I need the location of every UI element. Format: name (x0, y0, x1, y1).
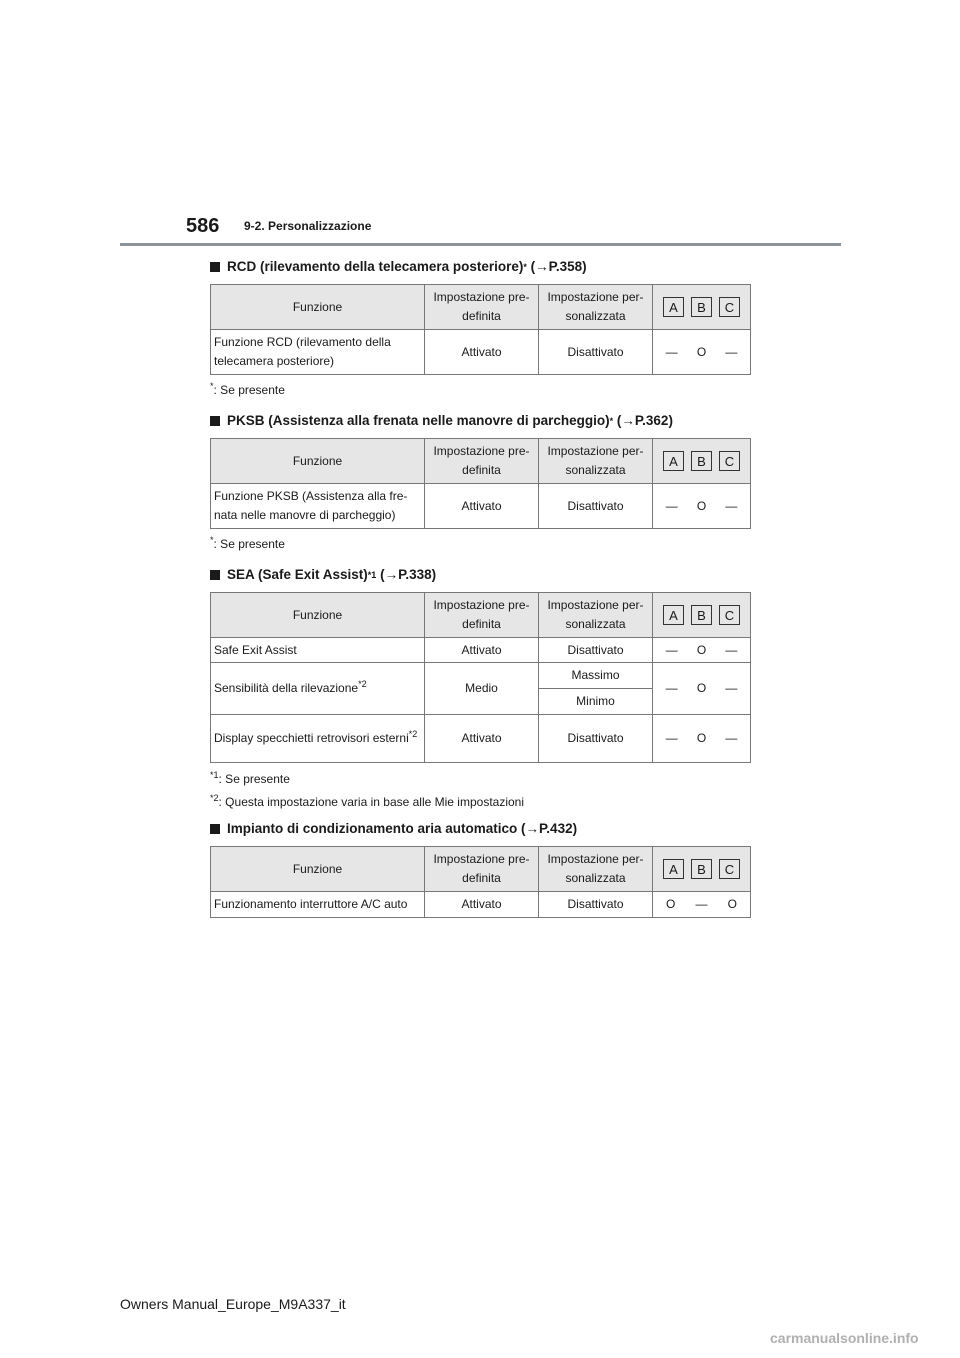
column-header-personalizzata: Impostazione per-sonalizzata (539, 847, 653, 892)
table-row (211, 663, 751, 689)
cell-predefinita: Attivato (425, 484, 539, 529)
column-header-funzione: Funzione (211, 285, 425, 330)
cell-personalizzata: Minimo (539, 689, 653, 715)
column-header-personalizzata: Impostazione per-sonalizzata (539, 439, 653, 484)
cell-predefinita: Attivato (425, 892, 539, 918)
bullet-square-icon (210, 416, 220, 426)
column-header-funzione: Funzione (211, 847, 425, 892)
table-row (211, 638, 751, 663)
cell-predefinita: Medio (425, 663, 539, 715)
page-ref-link[interactable]: (→P.432) (521, 821, 578, 836)
cell-c: O (727, 897, 737, 911)
cell-funzione: Display specchietti retrovisori esterni$^{*2}$ (211, 715, 425, 763)
chapter-title: 9-2. Personalizzazione (244, 219, 372, 233)
method-a-icon: A (663, 859, 684, 879)
cell-a: — (665, 681, 678, 695)
column-header-personalizzata: Impostazione per-sonalizzata (539, 285, 653, 330)
cell-c: — (725, 344, 738, 359)
column-header-funzione: Funzione (211, 439, 425, 484)
method-c-icon: C (719, 605, 740, 625)
footnote: $^{*2}$: Questa impostazione varia in base alle Mie impostazioni (210, 793, 524, 809)
cell-b: — (695, 897, 708, 911)
cell-b: O (696, 498, 707, 513)
table-header-row (211, 847, 751, 892)
watermark: carmanualsonline.info (770, 1330, 919, 1346)
column-header-abc (653, 847, 751, 892)
settings-table-sea (210, 592, 751, 763)
method-a-icon: A (663, 605, 684, 625)
column-header-predefinita: Impostazione pre-definita (425, 285, 539, 330)
cell-abc (653, 892, 751, 918)
cell-funzione: Sensibilità della rilevazione$^{*2}$ (211, 663, 425, 715)
cell-a: — (665, 642, 678, 657)
cell-personalizzata: Disattivato (539, 330, 653, 375)
settings-table-rcd (210, 284, 751, 375)
page-ref-link[interactable]: (→P.338) (380, 567, 437, 582)
bullet-square-icon (210, 262, 220, 272)
cell-abc (653, 638, 751, 663)
column-header-funzione: Funzione (211, 593, 425, 638)
method-b-icon: B (691, 859, 712, 879)
table-header-row (211, 439, 751, 484)
settings-table-pksb (210, 438, 751, 529)
cell-a: — (665, 344, 678, 359)
table-row (211, 330, 751, 375)
column-header-personalizzata: Impostazione per-sonalizzata (539, 593, 653, 638)
method-b-icon: B (691, 451, 712, 471)
column-header-abc (653, 593, 751, 638)
section-title-climate: Impianto di condizionamento aria automatico (→P.432) (210, 821, 577, 836)
cell-a: O (666, 897, 676, 911)
method-a-icon: A (663, 297, 684, 317)
cell-predefinita: Attivato (425, 330, 539, 375)
footer-manual-id: Owners Manual_Europe_M9A337_it (120, 1296, 346, 1312)
cell-c: — (725, 642, 738, 657)
table-row (211, 715, 751, 763)
cell-personalizzata: Disattivato (539, 638, 653, 663)
table-row (211, 892, 751, 918)
cell-b: O (696, 642, 707, 657)
column-header-predefinita: Impostazione pre-definita (425, 847, 539, 892)
footnote: $^{*1}$: Se presente (210, 770, 290, 786)
method-a-icon: A (663, 451, 684, 471)
cell-b: O (696, 731, 707, 745)
table-header-row (211, 285, 751, 330)
column-header-predefinita: Impostazione pre-definita (425, 439, 539, 484)
table-header-row (211, 593, 751, 638)
cell-funzione: Funzionamento interruttore A/C auto (211, 892, 425, 918)
cell-personalizzata: Disattivato (539, 892, 653, 918)
cell-funzione: Safe Exit Assist (211, 638, 425, 663)
cell-abc (653, 663, 751, 715)
method-c-icon: C (719, 859, 740, 879)
cell-predefinita: Attivato (425, 715, 539, 763)
page-ref-link[interactable]: (→P.362) (616, 413, 673, 428)
method-c-icon: C (719, 451, 740, 471)
cell-abc (653, 715, 751, 763)
cell-c: — (725, 731, 738, 745)
cell-personalizzata: Disattivato (539, 484, 653, 529)
cell-a: — (665, 731, 678, 745)
section-title-rcd: RCD (rilevamento della telecamera posteriore) * (→P.358) (210, 259, 587, 274)
column-header-abc (653, 285, 751, 330)
cell-b: O (696, 344, 707, 359)
bullet-square-icon (210, 570, 220, 580)
column-header-predefinita: Impostazione pre-definita (425, 593, 539, 638)
column-header-abc (653, 439, 751, 484)
footnote: *: Se presente (210, 381, 285, 397)
method-b-icon: B (691, 605, 712, 625)
settings-table-climate (210, 846, 751, 918)
header-rule (120, 243, 841, 246)
cell-b: O (696, 681, 707, 695)
cell-funzione: Funzione PKSB (Assistenza alla fre-nata nelle manovre di parcheggio) (211, 484, 425, 529)
cell-c: — (725, 681, 738, 695)
cell-abc (653, 330, 751, 375)
section-title-pksb: PKSB (Assistenza alla frenata nelle manovre di parcheggio) * (→P.362) (210, 413, 673, 428)
table-row (211, 484, 751, 529)
page-number: 586 (186, 215, 220, 237)
cell-funzione: Funzione RCD (rilevamento della telecamera posteriore) (211, 330, 425, 375)
cell-personalizzata: Massimo (539, 663, 653, 689)
method-c-icon: C (719, 297, 740, 317)
bullet-square-icon (210, 824, 220, 834)
method-b-icon: B (691, 297, 712, 317)
cell-a: — (665, 498, 678, 513)
cell-abc (653, 484, 751, 529)
cell-predefinita: Attivato (425, 638, 539, 663)
footnote: *: Se presente (210, 535, 285, 551)
cell-c: — (725, 498, 738, 513)
cell-personalizzata: Disattivato (539, 715, 653, 763)
page-ref-link[interactable]: (→P.358) (530, 259, 587, 274)
section-title-sea: SEA (Safe Exit Assist) *1 (→P.338) (210, 567, 436, 582)
